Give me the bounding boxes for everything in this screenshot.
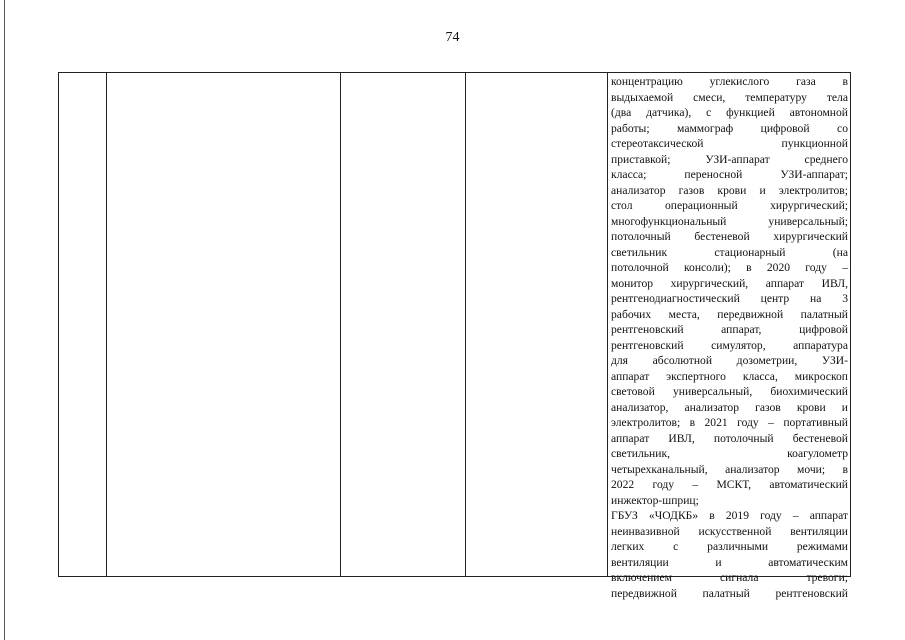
table-cell-line: рентгеновский симулятор, аппаратура — [611, 338, 848, 352]
table-cell-line: светильник, коагулометр — [611, 447, 848, 460]
table-cell-line: стереотаксической пункционной — [611, 137, 848, 150]
table-cell-line: концентрацию углекислого газа в — [611, 75, 848, 88]
table-cell-line: (два датчика), с функцией автономной — [611, 106, 848, 119]
table-cell-line: для абсолютной дозометрии, УЗИ- — [611, 354, 848, 367]
table-cell-line: светильник стационарный (на — [611, 245, 848, 259]
table-cell-line: потолочный бестеневой хирургический — [611, 230, 848, 243]
table-cell-line: работы; маммограф цифровой со — [611, 121, 848, 135]
table-column-divider — [465, 73, 466, 576]
table-cell-line: рентгеновский аппарат, цифровой — [611, 323, 848, 336]
table-cell-line: инжектор-шприц; — [611, 493, 699, 507]
page-left-edge — [4, 0, 5, 640]
table-cell-line: включением сигнала тревоги; — [611, 571, 848, 584]
table-column-divider — [607, 73, 608, 576]
equipment-table — [58, 72, 851, 600]
table-cell-line: 2022 году – МСКТ, автоматический — [611, 478, 848, 491]
table-cell-line: передвижной палатный рентгеновский — [611, 586, 848, 600]
table-cell-line: выдыхаемой смеси, температуру тела — [611, 90, 848, 104]
table-column-divider — [106, 73, 107, 576]
table-cell-line: электролитов; в 2021 году – портативный — [611, 416, 848, 429]
table-cell-line: потолочной консоли); в 2020 году – — [611, 261, 848, 274]
table-cell-line: стол операционный хирургический; — [611, 199, 848, 212]
table-cell-line: рентгенодиагностический центр на 3 — [611, 292, 848, 305]
table-cell-line: световой универсальный, биохимический — [611, 385, 848, 398]
table-column-divider — [340, 73, 341, 576]
table-cell-line: легких с различными режимами — [611, 540, 848, 553]
table-cell-line: анализатор, анализатор газов крови и — [611, 400, 848, 414]
table-cell-line: четырехканальный, анализатор мочи; в — [611, 462, 848, 476]
page-number: 74 — [445, 30, 460, 45]
table-cell-line: монитор хирургический, аппарат ИВЛ, — [611, 276, 848, 290]
equipment-description-cell — [611, 74, 848, 601]
table-cell-line: рабочих места, передвижной палатный — [611, 307, 848, 321]
table-cell-line: анализатор газов крови и электролитов; — [611, 183, 848, 197]
table-cell-line: вентиляции и автоматическим — [611, 555, 848, 569]
table-cell-line: аппарат экспертного класса, микроскоп — [611, 369, 848, 383]
table-cell-line: ГБУЗ «ЧОДКБ» в 2019 году – аппарат — [611, 509, 848, 522]
table-cell-line: приставкой; УЗИ-аппарат среднего — [611, 152, 848, 166]
table-cell-line: многофункциональный универсальный; — [611, 214, 848, 228]
table-cell-line: аппарат ИВЛ, потолочный бестеневой — [611, 431, 848, 445]
table-cell-line: неинвазивной искусственной вентиляции — [611, 524, 848, 538]
table-cell-line: класса; переносной УЗИ-аппарат; — [611, 168, 848, 181]
